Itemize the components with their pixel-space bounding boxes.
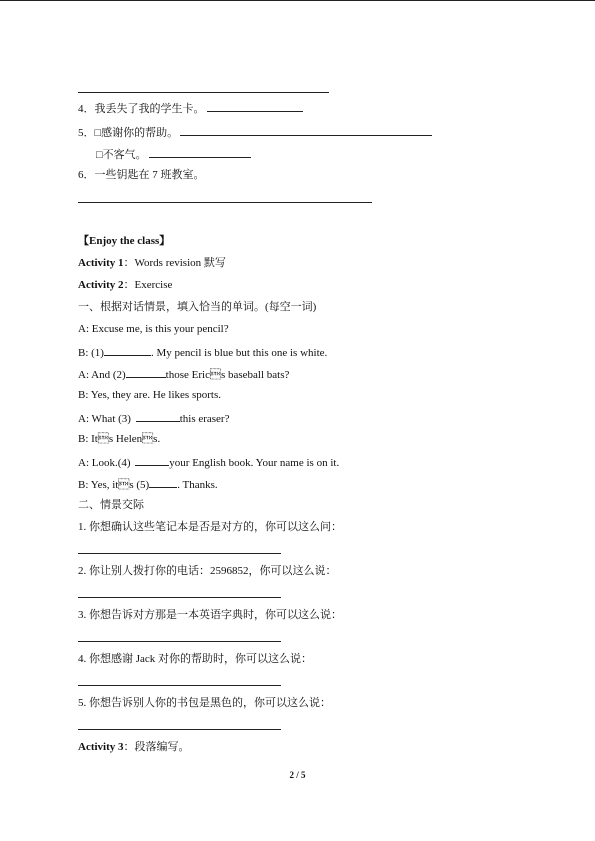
- dialogue-text: this eraser?: [179, 413, 230, 425]
- activity-label: Activity 3: [78, 741, 124, 753]
- dialogue-text: B: Its Helens.: [78, 433, 161, 445]
- answer-blank[interactable]: [180, 124, 432, 136]
- section-heading: 【Enjoy the class】: [78, 235, 171, 247]
- dialogue-text: . My pencil is blue but this one is white.: [150, 347, 328, 359]
- page-number: 2 / 5: [289, 770, 306, 780]
- answer-line[interactable]: [78, 685, 281, 686]
- part-2-title: 二、情景交际: [78, 499, 144, 511]
- situation-question: 3. 你想告诉对方那是一本英语字典时，你可以这么说：: [78, 609, 342, 621]
- answer-blank[interactable]: [149, 146, 251, 158]
- answer-blank-4[interactable]: [135, 454, 169, 466]
- item-text: 4．我丢失了我的学生卡。: [78, 103, 205, 115]
- answer-line[interactable]: [78, 597, 281, 598]
- dialogue-line: [78, 366, 289, 382]
- dialogue-line: [78, 432, 160, 446]
- dialogue-line: [78, 344, 327, 360]
- situation-question: 1. 你想确认这些笔记本是否是对方的，你可以这么问：: [78, 521, 342, 533]
- situation-question: 2. 你让别人拨打你的电话：2596852，你可以这么说：: [78, 565, 337, 577]
- translation-item-5: [78, 124, 432, 140]
- answer-line[interactable]: [78, 729, 281, 730]
- item-text: 6．一些钥匙在 7 班教室。: [78, 169, 205, 181]
- answer-blank-1[interactable]: [104, 344, 151, 356]
- answer-line[interactable]: [78, 641, 281, 642]
- dialogue-text: B: (1): [78, 347, 104, 359]
- answer-blank-3[interactable]: [136, 410, 180, 422]
- translation-item-4: [78, 100, 303, 116]
- dialogue-text: A: Look.(4): [78, 457, 134, 469]
- situation-question: 5. 你想告诉别人你的书包是黑色的，你可以这么说：: [78, 697, 331, 709]
- dialogue-line: [78, 476, 218, 492]
- dialogue-text: . Thanks.: [177, 479, 218, 491]
- dialogue-text: B: Yes, its (5): [78, 479, 150, 491]
- part-1-title: 一、根据对话情景，填入恰当的单词。(每空一词): [78, 301, 317, 313]
- dialogue-text: your English book. Your name is on it.: [169, 457, 340, 469]
- answer-blank-2[interactable]: [126, 366, 166, 378]
- activity-text: ：Words revision 默写: [123, 257, 226, 269]
- dialogue-text: B: Yes, they are. He likes sports.: [78, 389, 221, 401]
- dialogue-line: [78, 410, 229, 426]
- answer-line: [78, 92, 329, 93]
- activity-1: [78, 256, 226, 270]
- item-text: □不客气。: [96, 149, 147, 161]
- activity-text: ：Exercise: [123, 279, 173, 291]
- dialogue-text: A: And (2): [78, 369, 126, 381]
- answer-blank-5[interactable]: [149, 476, 177, 488]
- dialogue-line: [78, 322, 229, 336]
- activity-3: [78, 740, 190, 754]
- translation-item-5b: [96, 146, 251, 162]
- dialogue-text: those Erics baseball bats?: [165, 369, 290, 381]
- page-top-rule: [0, 0, 595, 1]
- item-text: 5．□感谢你的帮助。: [78, 127, 179, 139]
- answer-blank[interactable]: [207, 100, 303, 112]
- answer-line[interactable]: [78, 553, 281, 554]
- situation-question: 4. 你想感谢 Jack 对你的帮助时，你可以这么说：: [78, 653, 313, 665]
- activity-2: [78, 278, 172, 292]
- activity-label: Activity 2: [78, 279, 124, 291]
- activity-text: ：段落编写。: [123, 741, 190, 753]
- dialogue-text: A: What (3): [78, 413, 134, 425]
- activity-label: Activity 1: [78, 257, 124, 269]
- translation-item-6: [78, 168, 205, 182]
- answer-line: [78, 202, 372, 203]
- dialogue-text: A: Excuse me, is this your pencil?: [78, 323, 229, 335]
- dialogue-line: [78, 454, 339, 470]
- dialogue-line: [78, 388, 221, 402]
